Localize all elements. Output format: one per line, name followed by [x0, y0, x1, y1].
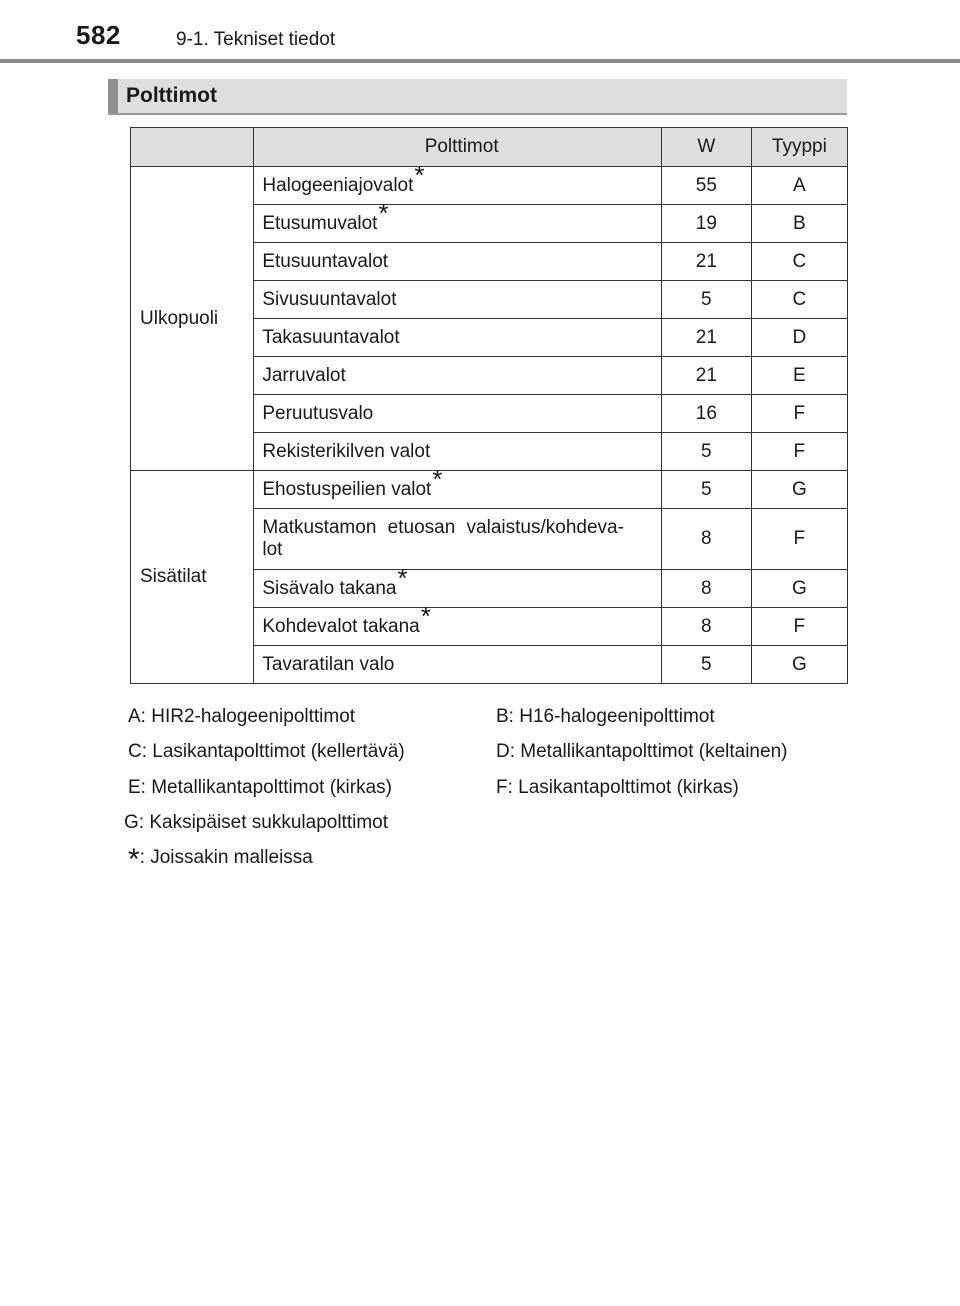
column-header-watt: W: [661, 128, 751, 167]
bulb-name: Jarruvalot: [262, 364, 346, 386]
bulb-name: Kohdevalot takana: [262, 615, 420, 637]
watt-cell: 16: [661, 395, 751, 433]
watt-cell: 8: [661, 570, 751, 608]
type-cell: G: [751, 646, 847, 684]
type-cell: C: [751, 243, 847, 281]
type-cell: E: [751, 357, 847, 395]
model-specific-asterisk: *: [420, 600, 431, 631]
watt-cell: 19: [661, 205, 751, 243]
column-header-group: [131, 128, 254, 167]
group-label: Sisätilat: [131, 471, 254, 684]
type-cell: B: [751, 205, 847, 243]
watt-cell: 21: [661, 243, 751, 281]
column-header-type: Tyyppi: [751, 128, 847, 167]
footnote: [128, 843, 313, 876]
bulb-name-cell: [254, 243, 662, 281]
type-cell: G: [751, 570, 847, 608]
legend-item-d: D: Metallikantapolttimot (keltainen): [496, 741, 788, 762]
bulb-name-cell: [254, 600, 662, 646]
model-specific-asterisk: *: [432, 463, 443, 494]
model-specific-asterisk: *: [378, 197, 389, 228]
table-row: [131, 167, 848, 205]
bulb-name-cell: [254, 159, 662, 205]
bulb-name-cell: [254, 357, 662, 395]
page-header: [0, 0, 960, 64]
table-header-row: [131, 128, 848, 167]
watt-cell: 8: [661, 509, 751, 570]
bulb-name: Sivusuuntavalot: [262, 288, 397, 310]
model-specific-asterisk: *: [414, 159, 425, 190]
bulb-name: Takasuuntavalot: [262, 326, 400, 348]
legend-item-f: F: Lasikantapolttimot (kirkas): [496, 777, 739, 798]
bulb-name: Sisävalo takana: [262, 577, 397, 599]
bulb-name: Ehostuspeilien valot: [262, 478, 432, 500]
legend-item-g: G: Kaksipäiset sukkulapolttimot: [124, 812, 389, 833]
bulb-table: [130, 127, 848, 684]
legend-item-e: E: Metallikantapolttimot (kirkas): [128, 777, 392, 798]
bulb-name-cell: [254, 463, 662, 509]
bulb-name: Etusumuvalot: [262, 212, 378, 234]
watt-cell: 5: [661, 646, 751, 684]
bulb-name: Matkustamon etuosan valaistus/kohdeva- lot: [262, 517, 624, 560]
bulb-name-cell: [254, 562, 662, 608]
header-divider: [0, 59, 960, 63]
heading-label: Polttimot: [126, 84, 217, 107]
legend-item-a: A: HIR2-halogeenipolttimot: [128, 706, 356, 727]
type-cell: F: [751, 395, 847, 433]
type-cell: A: [751, 167, 847, 205]
watt-cell: 5: [661, 471, 751, 509]
bulb-name-cell: [254, 509, 662, 570]
bulb-name: Peruutusvalo: [262, 402, 374, 424]
bulb-name: Rekisterikilven valot: [262, 440, 431, 462]
watt-cell: 5: [661, 433, 751, 471]
watt-cell: 5: [661, 281, 751, 319]
table-row: [131, 471, 848, 509]
legend-item-b: B: H16-halogeenipolttimot: [496, 706, 715, 727]
watt-cell: 55: [661, 167, 751, 205]
type-cell: F: [751, 509, 847, 570]
section-heading: [108, 79, 847, 115]
heading-accent-bar: [108, 79, 118, 113]
legend-item-c: C: Lasikantapolttimot (kellertävä): [128, 741, 405, 762]
bulb-name-cell: [254, 433, 662, 471]
column-header-bulb: Polttimot: [254, 128, 662, 167]
type-cell: F: [751, 608, 847, 646]
type-cell: D: [751, 319, 847, 357]
type-cell: F: [751, 433, 847, 471]
bulb-name-cell: [254, 197, 662, 243]
footnote-asterisk: *: [128, 843, 140, 876]
footnote-text: : Joissakin malleissa: [139, 847, 313, 868]
section-title: 9-1. Tekniset tiedot: [176, 29, 336, 50]
watt-cell: 21: [661, 357, 751, 395]
model-specific-asterisk: *: [397, 562, 408, 593]
bulb-name: Tavaratilan valo: [262, 653, 395, 675]
watt-cell: 8: [661, 608, 751, 646]
bulb-name-cell: [254, 319, 662, 357]
type-cell: C: [751, 281, 847, 319]
bulb-name-cell: [254, 395, 662, 433]
type-cell: G: [751, 471, 847, 509]
bulb-name: Etusuuntavalot: [262, 250, 389, 272]
watt-cell: 21: [661, 319, 751, 357]
table-body: [131, 159, 848, 684]
bulb-name: Halogeeniajovalot: [262, 174, 414, 196]
bulb-name-cell: [254, 281, 662, 319]
bulb-name-cell: [254, 646, 662, 684]
group-label: Ulkopuoli: [131, 167, 254, 471]
page-number: 582: [76, 20, 121, 50]
